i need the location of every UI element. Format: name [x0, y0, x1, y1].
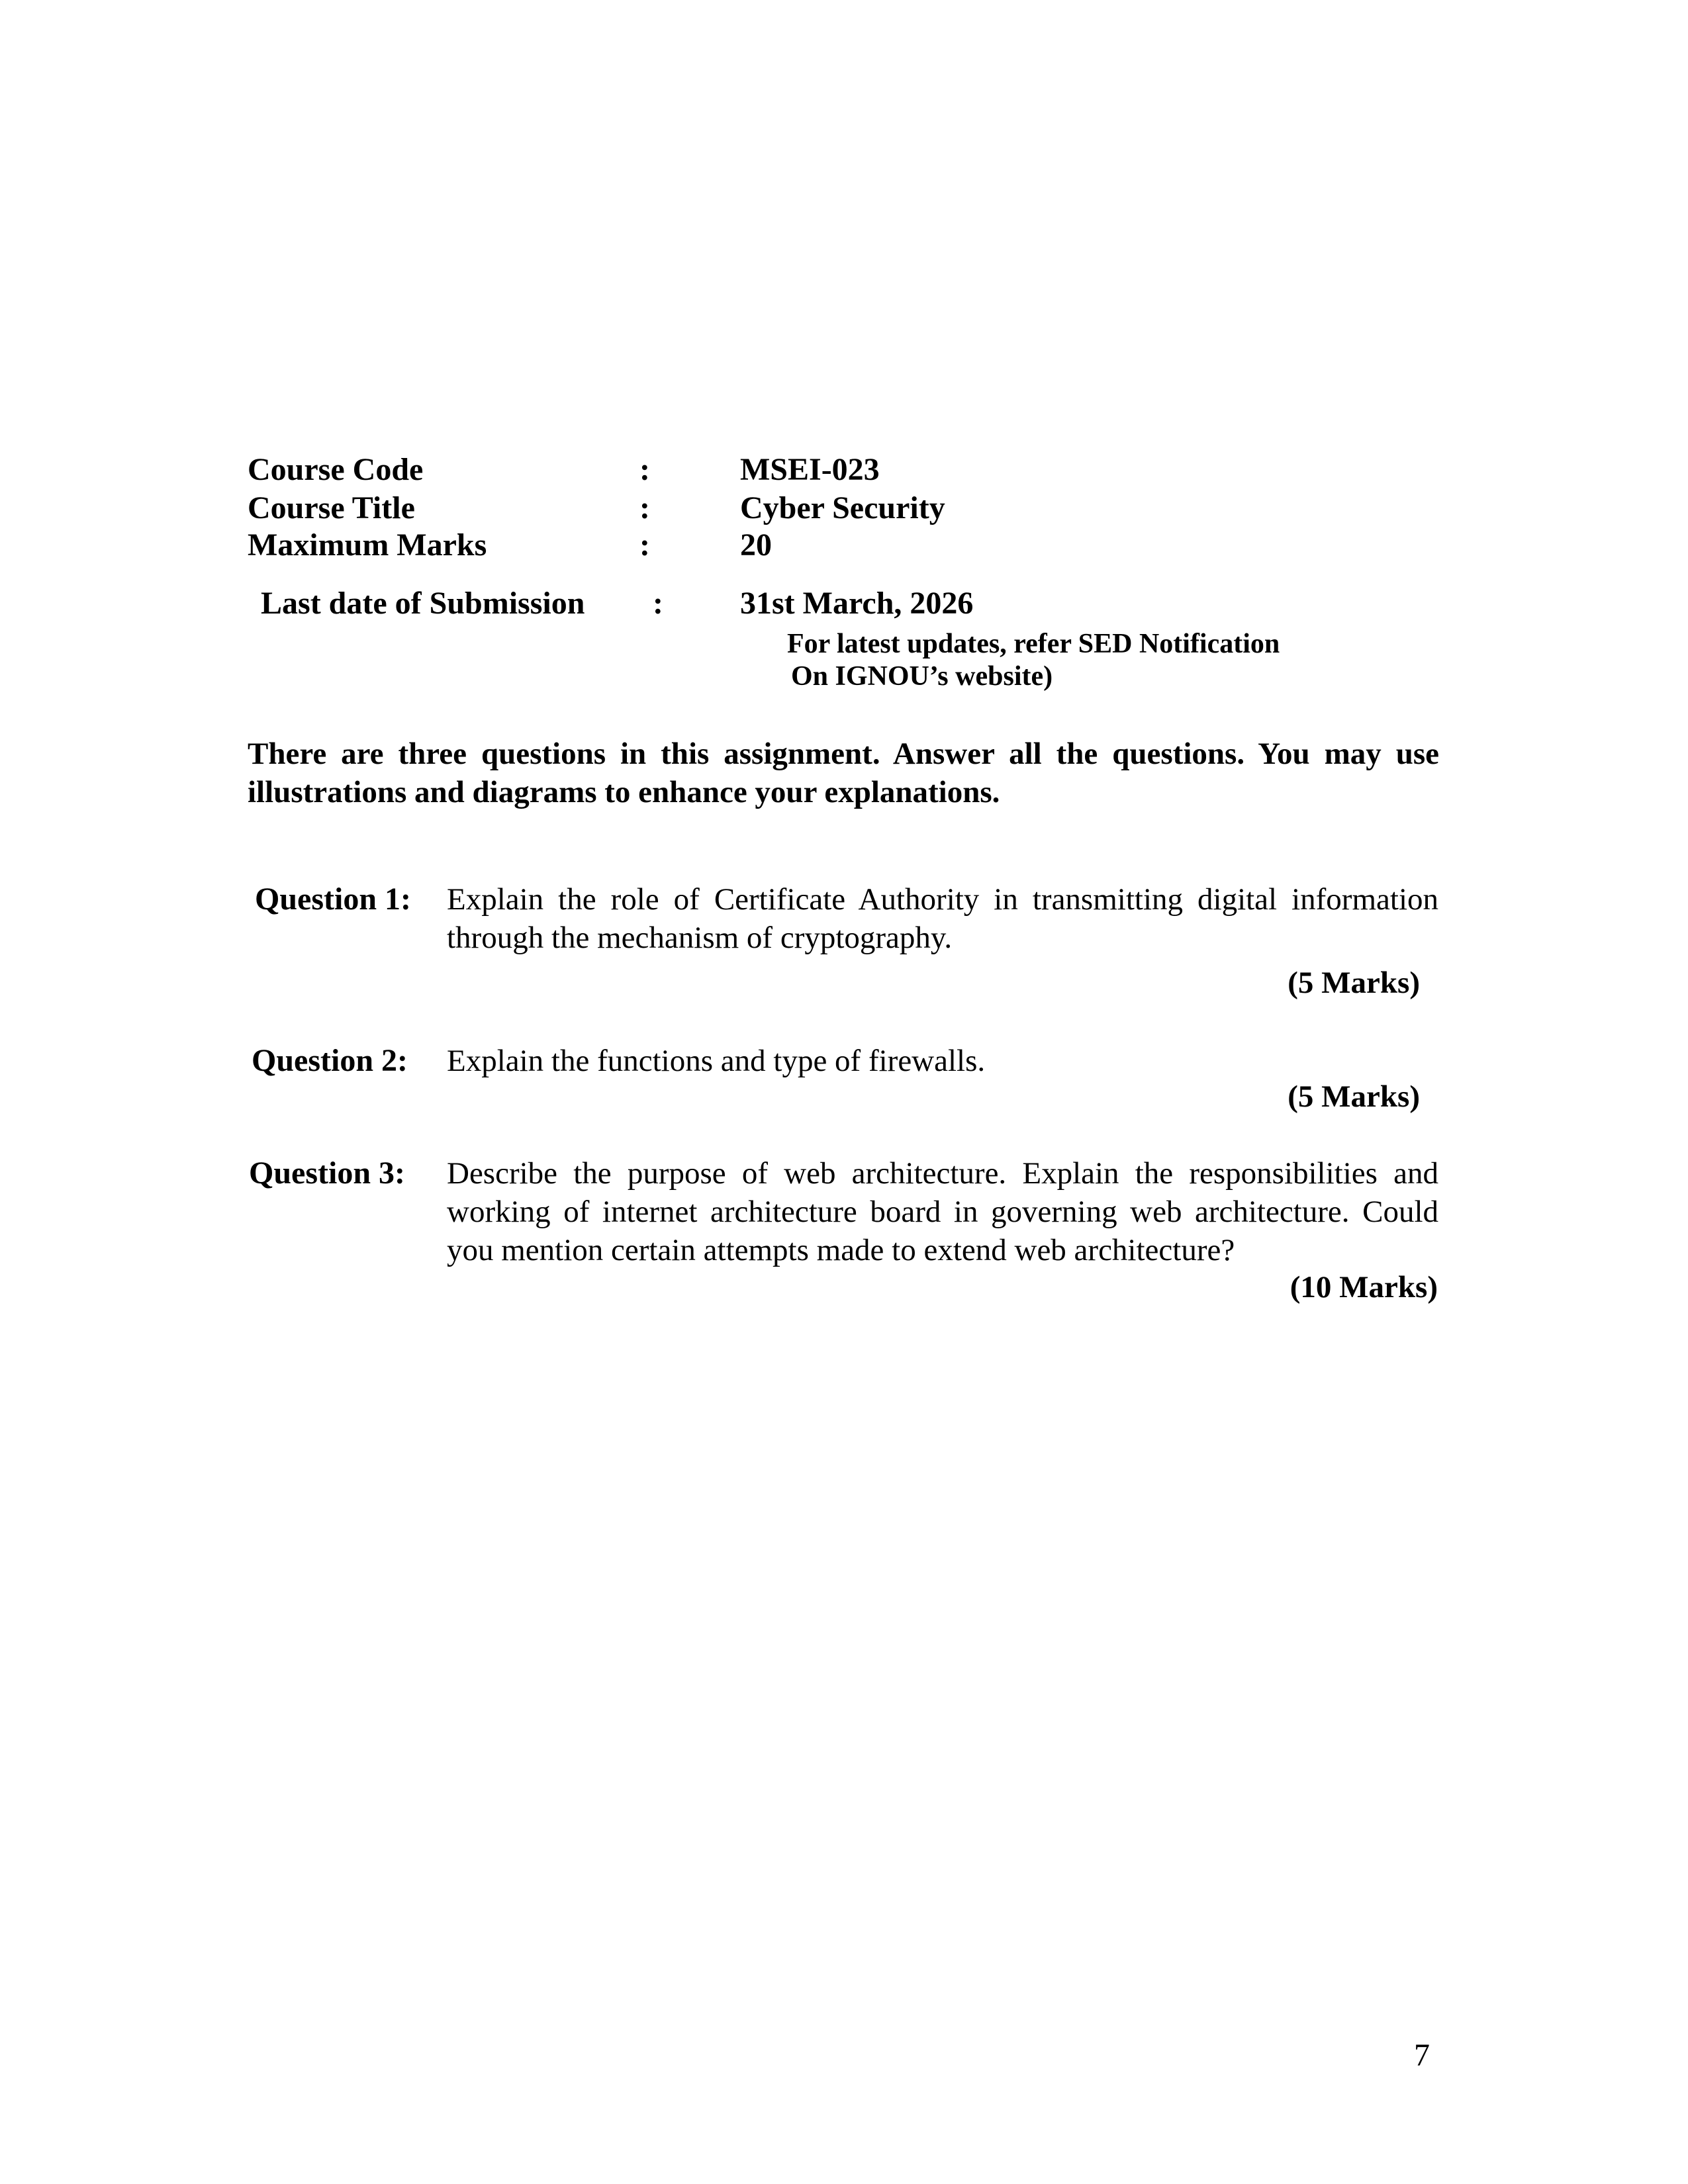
submission-separator: :	[653, 586, 663, 621]
max-marks-separator: :	[639, 527, 650, 563]
course-title-label: Course Title	[248, 490, 415, 525]
question-1-label: Question 1:	[255, 882, 412, 917]
course-code-separator: :	[639, 452, 650, 487]
max-marks-label: Maximum Marks	[248, 527, 487, 563]
update-note-line1: For latest updates, refer SED Notification	[787, 629, 1280, 659]
question-1-marks: (5 Marks)	[1288, 966, 1420, 1000]
course-code-value: MSEI-023	[740, 452, 880, 487]
course-title-value: Cyber Security	[740, 490, 945, 525]
question-3-text: Describe the purpose of web architecture. Explain the responsibilities and working of internet architecture board in governing web architecture. Could you mention certain attempts made to extend web architecture?	[447, 1156, 1438, 1267]
question-1-text: Explain the role of Certificate Authority in transmitting digital information through the mechanism of cryptography.	[447, 882, 1438, 955]
question-2-marks: (5 Marks)	[1288, 1079, 1420, 1114]
question-3-label: Question 3:	[249, 1156, 406, 1191]
course-code-label: Course Code	[248, 452, 424, 487]
max-marks-value: 20	[740, 527, 772, 563]
question-2-text: Explain the functions and type of firewalls.	[447, 1044, 986, 1078]
question-3-marks: (10 Marks)	[1289, 1270, 1438, 1304]
page-number: 7	[1414, 2038, 1430, 2073]
course-title-separator: :	[639, 490, 650, 525]
update-note-line2: On IGNOU’s website)	[791, 661, 1053, 692]
question-2-label: Question 2:	[252, 1043, 408, 1078]
submission-value: 31st March, 2026	[740, 586, 974, 621]
submission-label: Last date of Submission	[261, 586, 585, 621]
assignment-instructions: There are three questions in this assignment. Answer all the questions. You may use illustrations and diagrams to enhance your explanations.	[248, 737, 1439, 809]
